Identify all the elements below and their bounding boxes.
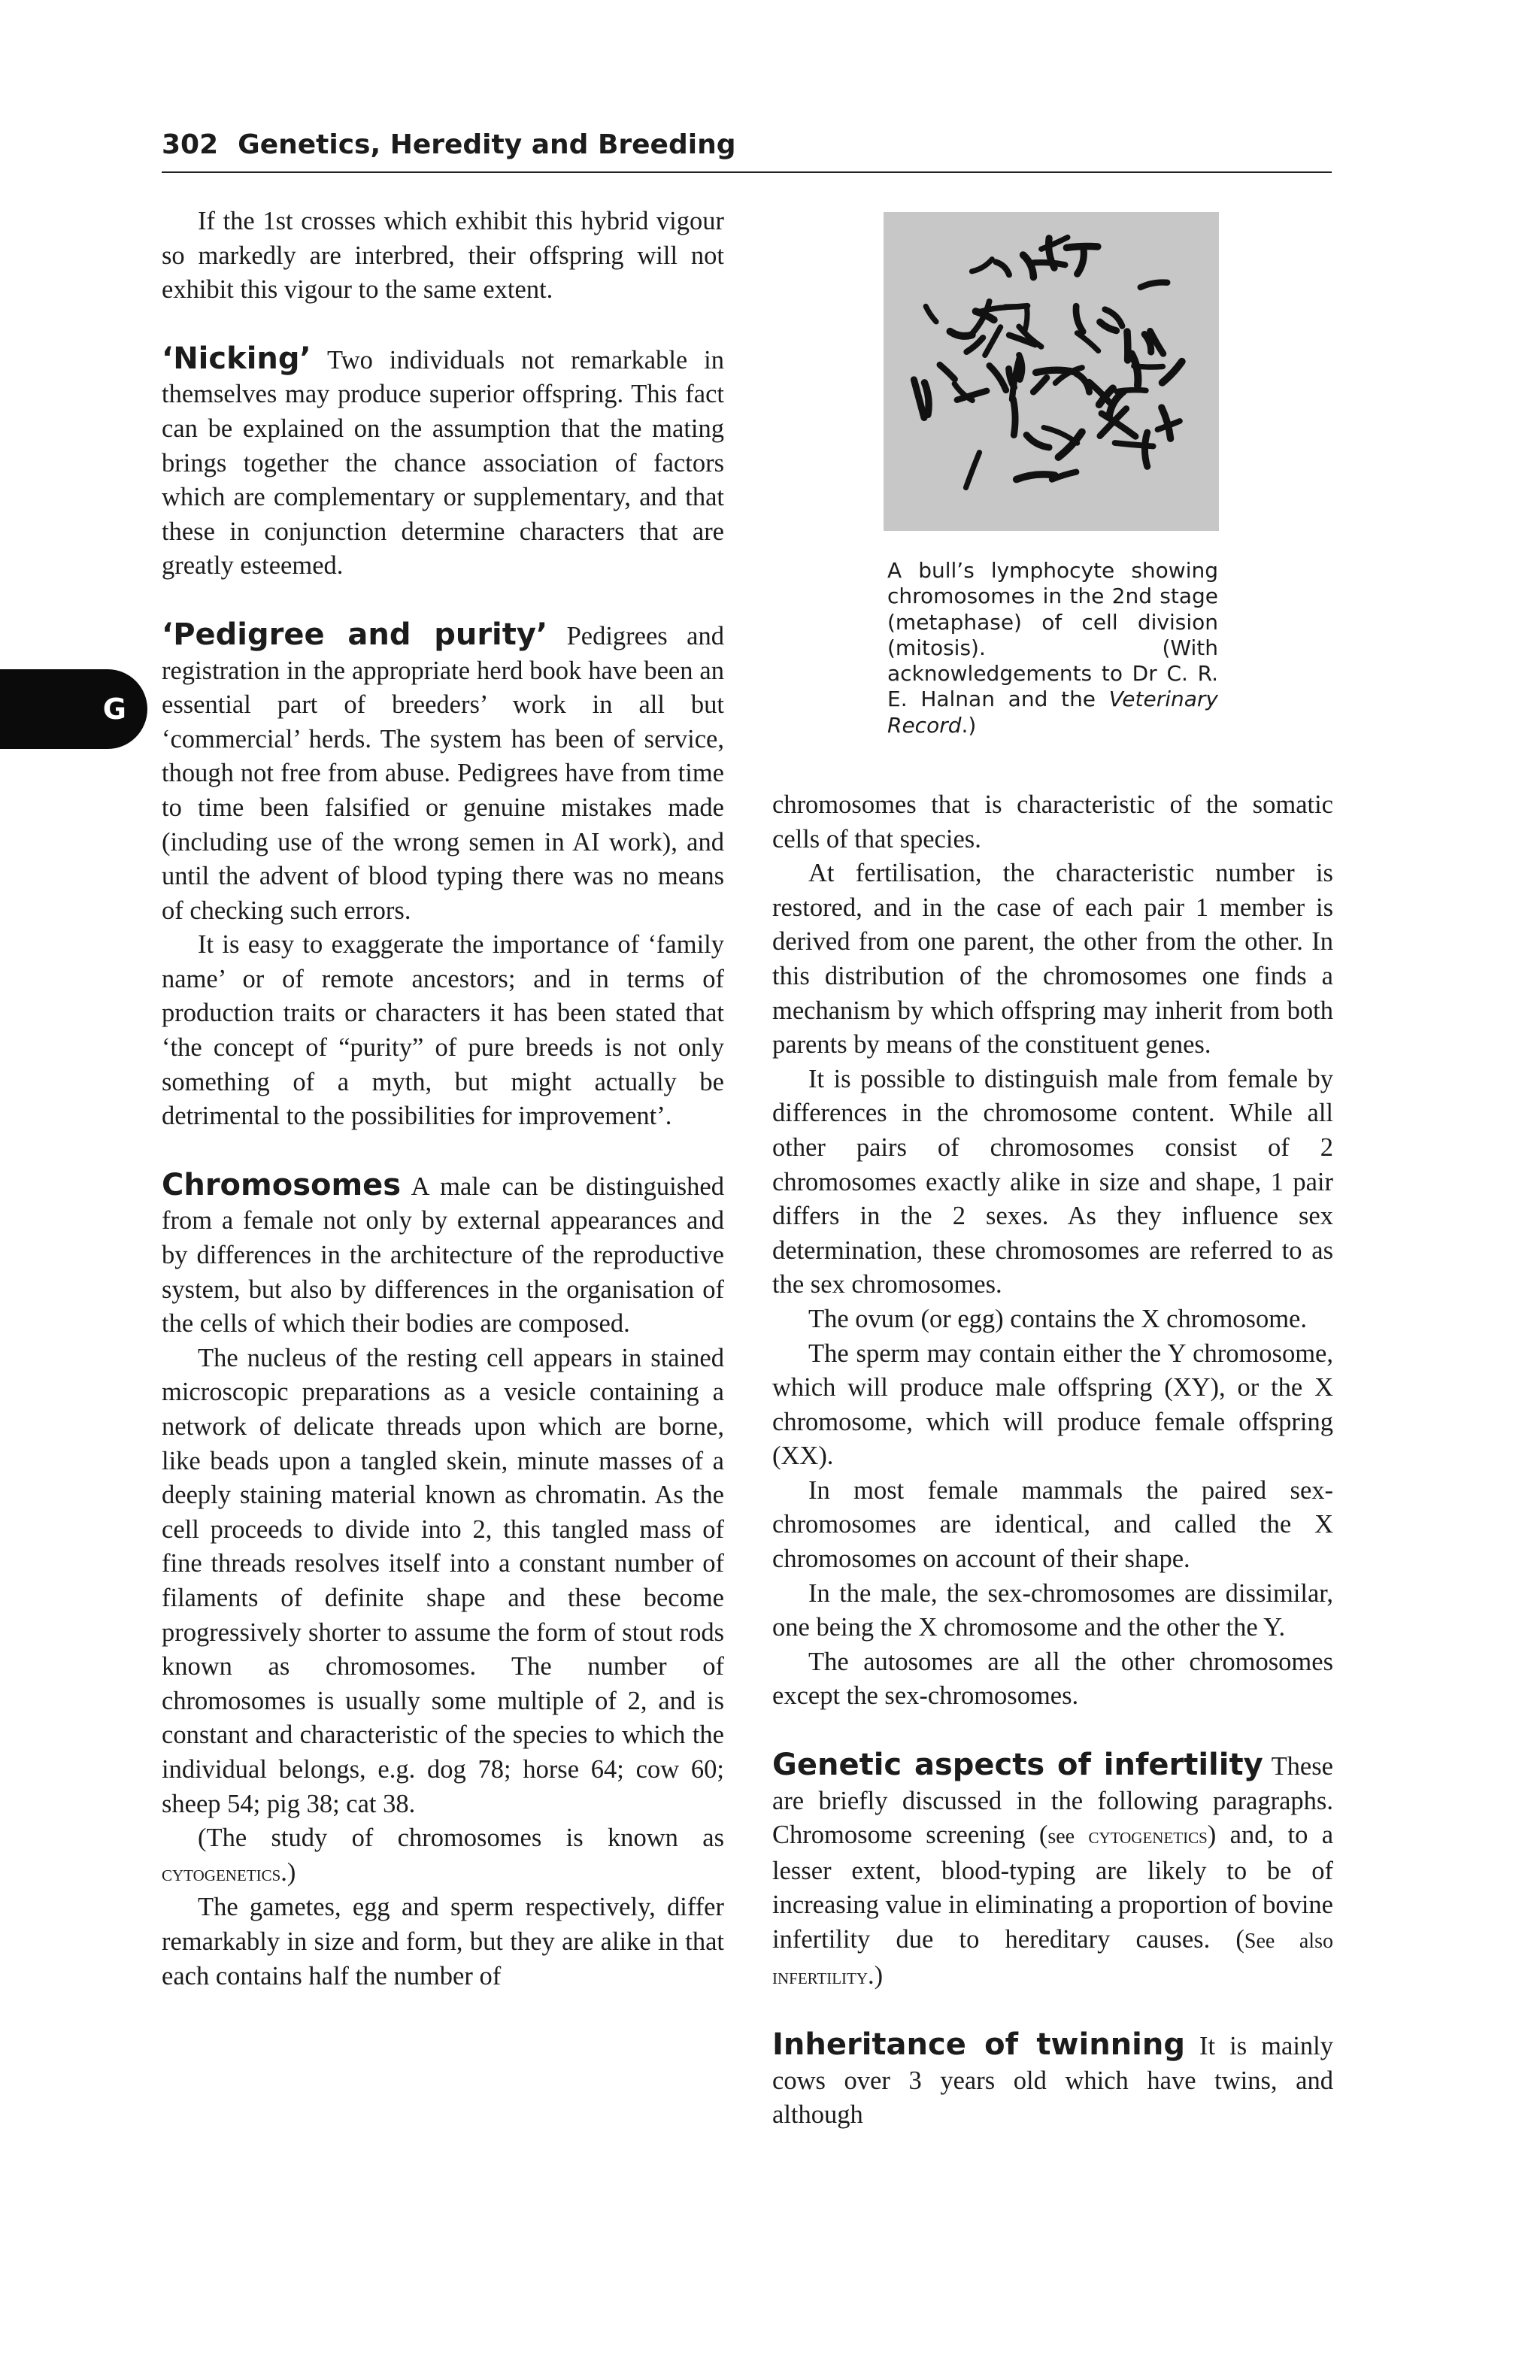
chromosome (1005, 306, 1027, 308)
see-ref: see (1047, 1825, 1075, 1849)
text-twinning: It is mainly cows over 3 years old which have twins, and although (772, 2032, 1334, 2130)
chromosome (1077, 332, 1099, 350)
chromosome (1025, 435, 1049, 450)
heading-infertility: Genetic aspects of infertility (772, 1748, 1263, 1783)
chromosome (1044, 426, 1078, 443)
chromosome (1127, 332, 1128, 360)
chromosome (1074, 306, 1083, 332)
paragraph-distinguish: It is possible to distinguish male from female by differences in the chromosome content. While all other pairs of chromosomes consist of 2 chromosomes exactly alike in size and shape, 1 pair differs in the 2 sexes. As they influence sex determination, these chromosomes are referred to as the sex chromosomes. (772, 1064, 1333, 1299)
chromosome (1078, 250, 1086, 274)
page-number: 302 (162, 129, 219, 160)
chromosome (966, 338, 984, 353)
chromosome (1099, 322, 1117, 332)
cross-ref-cytogenetics: cytogenetics (162, 1860, 281, 1886)
paragraph-somatic: chromosomes that is characteristic of the somatic cells of that species. (772, 790, 1333, 853)
paragraph-ovum: The ovum (or egg) contains the X chromosome. (808, 1304, 1307, 1333)
chromosome (940, 365, 955, 380)
entry-nicking (162, 342, 724, 584)
heading-twinning: Inheritance of twinning (772, 2027, 1185, 2063)
cross-ref-infertility: infertility (772, 1963, 869, 1989)
text-infertility-1: These are briefly discussed in the following paragraphs. Chromosome screening ( (772, 1752, 1333, 1850)
chromosome (1115, 443, 1153, 447)
chromosome (1025, 308, 1028, 330)
text-pedigree: Pedigrees and registration in the appropriate herd book have been an essential part of breeders’ work in all but ‘commercial’ herds. The system has been of service, though not free from abuse. Pedigrees have from time to time been falsified or genuine mistakes made (including use of the wrong semen in AI work), and until the advent of blood typing there was no means of checking such errors. (162, 621, 724, 925)
chromosome (996, 260, 1011, 274)
running-header (162, 126, 1332, 173)
chromosome-spread-image (884, 212, 1219, 531)
paragraph-hybrid-vigour: If the 1st crosses which exhibit this hybrid vigour so markedly are interbred, their offspring will not exhibit this vigour to the same extent. (162, 207, 724, 305)
chromosome (950, 332, 972, 338)
entry-chromosomes (162, 1169, 724, 1342)
paragraph-gametes: The gametes, egg and sperm respectively, differ remarkably in size and form, but they are alike in that each contains half the number of (162, 1893, 724, 1990)
entry-pedigree (162, 618, 724, 928)
cross-ref-cytogenetics-2: cytogenetics (1088, 1824, 1208, 1849)
heading-nicking: ‘Nicking’ (162, 341, 311, 376)
left-column (162, 205, 724, 1993)
chromosome (925, 306, 936, 322)
chromosome (1163, 362, 1183, 384)
see-also-ref: See also (1244, 1930, 1333, 1953)
figure-caption (887, 558, 1218, 738)
paragraph-cytogenetics (162, 1821, 724, 1890)
chromosome (1013, 399, 1015, 435)
chromosome (972, 259, 993, 273)
entry-twinning (772, 2028, 1333, 2133)
chromosome (1132, 353, 1140, 386)
chromosome (966, 453, 979, 488)
caption-end: .) (961, 712, 977, 738)
paragraph-sperm: The sperm may contain either the Y chromosome, which will produce male offspring (XY), or the X chromosome, which will produce female offspring (XX). (772, 1339, 1333, 1471)
chromosome-micrograph (884, 212, 1219, 531)
chromosome (1105, 308, 1123, 326)
heading-pedigree: ‘Pedigree and purity’ (162, 617, 548, 652)
chromosome (1140, 280, 1167, 287)
caption-journal: Veterinary Record (887, 687, 1218, 738)
paragraph-autosomes: The autosomes are all the other chromosomes except the sex-chromosomes. (772, 1647, 1333, 1711)
text-infertility-3: .) (868, 1960, 884, 1990)
text-study-end: .) (280, 1857, 296, 1887)
thumb-index-letter: G (102, 693, 126, 726)
paragraph-male: In the male, the sex-chromosomes are dissimilar, one being the X chromosome and the other the Y. (772, 1578, 1333, 1642)
text-nicking: Two individuals not remarkable in themselves may produce superior offspring. This fact can be explained on the assumption that the mating brings together the chance association of factors which are complementary or supplementary, and that these in conjunction determine characters that are greatly esteemed. (162, 345, 724, 581)
chromosome (1033, 377, 1047, 392)
paragraph-nucleus: The nucleus of the resting cell appears in stained microscopic preparations as a vesicle containing a network of delicate threads upon which are borne, like beads upon a tangled skein, minute masses of a deeply staining material known as chromatin. As the cell proceeds to divide into 2, this tangled mass of fine threads resolves itself into a constant number of filaments of definite shape and these become progressively shorter to assume the form of stout rods known as chromosomes. The number of chromosomes is usually some multiple of 2, and is constant and characteristic of the species to which the individual belongs, e.g. dog 78; horse 64; cow 60; sheep 54; pig 38; cat 38. (162, 1343, 724, 1818)
chromosome (990, 365, 1008, 390)
text-chromosomes: A male can be distinguished from a female not only by external appearances and by differences in the architecture of the reproductive system, but also by differences in the organisation of the cells of which their bodies are composed. (162, 1172, 724, 1339)
chromosome (1144, 432, 1147, 466)
paragraph-family-name: It is easy to exaggerate the importance of ‘family name’ or of remote ancestors; and in terms of production traits or characters it has been stated that ‘the concept of “purity” of pure breeds is not only something of a myth, but might actually be detrimental to the possibilities for improvement’. (162, 930, 724, 1131)
text-infertility-2: ) and, to a lesser extent, blood-typing are likely to be of increasing value in eliminating a proportion of bovine infertility due to hereditary causes. ( (772, 1821, 1334, 1954)
paragraph-fertilisation: At fertilisation, the characteristic number is restored, and in the case of each pair 1 member is derived from one parent, the other from the other. In this distribution of the chromosomes one finds a mechanism by which offspring may inherit from both parents by means of the constituent genes. (772, 859, 1333, 1060)
paragraph-female: In most female mammals the paired sex-chromosomes are identical, and called the X chromosomes on account of their shape. (772, 1475, 1333, 1574)
heading-chromosomes: Chromosomes (162, 1167, 402, 1202)
chromosome (985, 327, 1001, 355)
entry-infertility (772, 1748, 1333, 1993)
thumb-index-tab (0, 669, 147, 749)
chromosome (1035, 370, 1074, 373)
text-study: (The study of chromosomes is known as (198, 1824, 724, 1853)
caption-text: A bull’s lymphocyte showing chromosomes in the 2nd stage (metaphase) of cell division (mitosis). (With acknowledgements to Dr C. R. E. Halnan and the (887, 558, 1218, 712)
running-title: Genetics, Heredity and Breeding (238, 129, 736, 160)
chromosome (1023, 254, 1036, 277)
chromosome (1134, 366, 1163, 368)
right-column (772, 788, 1333, 2133)
